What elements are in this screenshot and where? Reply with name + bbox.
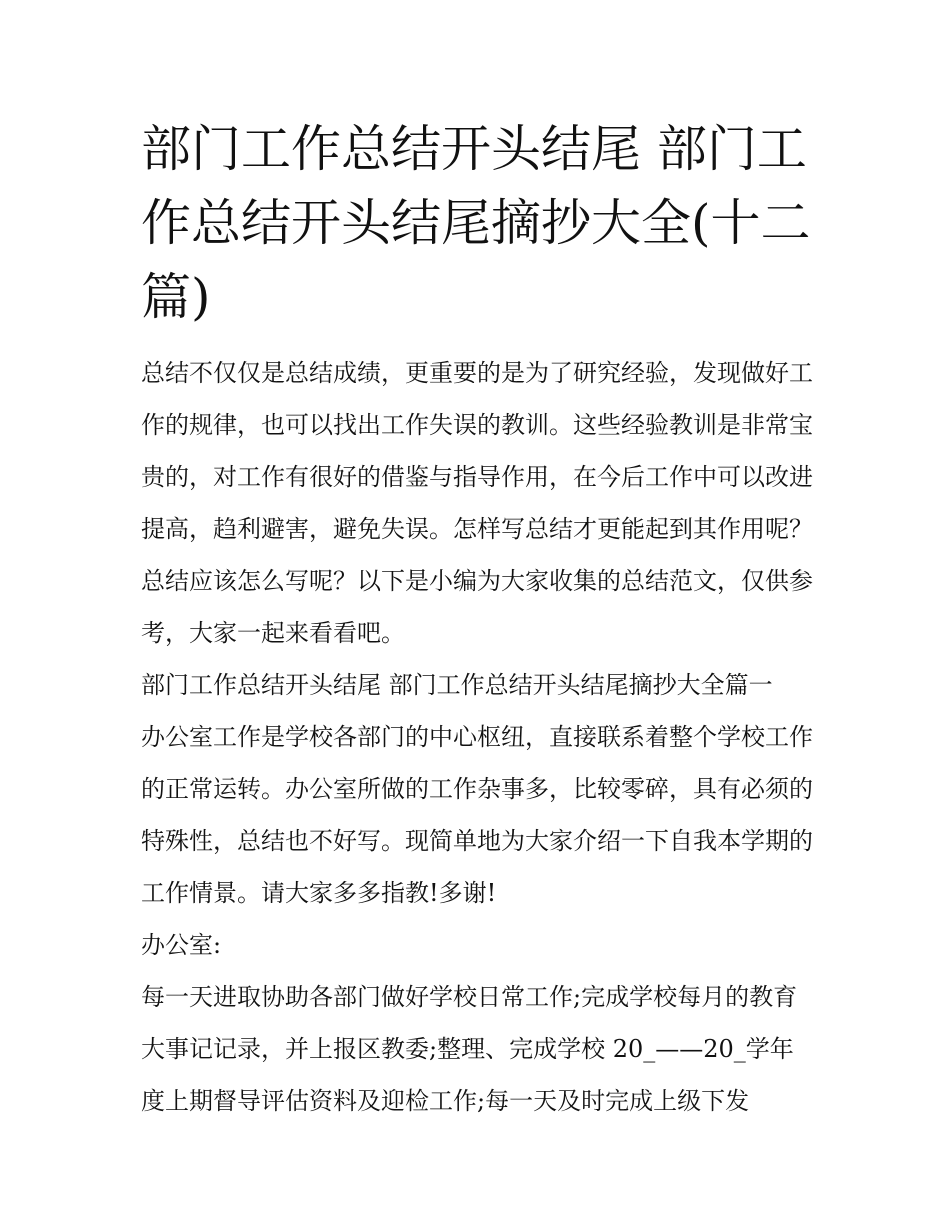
daily-work-paragraph: 每一天进取协助各部门做好学校日常工作;完成学校每月的教育大事记记录，并上报区教委;整理、完成学校 20_——20_学年度上期督导评估资料及迎检工作;每一天及时完成上级下发 xyxy=(141,983,798,1115)
office-work-paragraph: 办公室工作是学校各部门的中心枢纽，直接联系着整个学校工作的正常运转。办公室所做的工作杂事多，比较零碎，具有必须的特殊性，总结也不好写。现简单地为大家介绍一下自我本学期的工作情景。请大家多多指教!多谢! xyxy=(141,723,813,907)
intro-paragraph: 总结不仅仅是总结成绩，更重要的是为了研究经验，发现做好工作的规律，也可以找出工作失误的教训。这些经验教训是非常宝贵的，对工作有很好的借鉴与指导作用，在今后工作中可以改进提高，趋利避害，避免失误。怎样写总结才更能起到其作用呢？总结应该怎么写呢？以下是小编为大家收集的总结范文，仅供参考，大家一起来看看吧。 xyxy=(141,359,813,647)
document-body xyxy=(141,112,813,1127)
section-heading: 部门工作总结开头结尾 部门工作总结开头结尾摘抄大全篇一 xyxy=(141,671,773,699)
document-title: 部门工作总结开头结尾 部门工作总结开头结尾摘抄大全(十二篇) xyxy=(141,120,811,326)
office-label: 办公室: xyxy=(141,931,222,959)
